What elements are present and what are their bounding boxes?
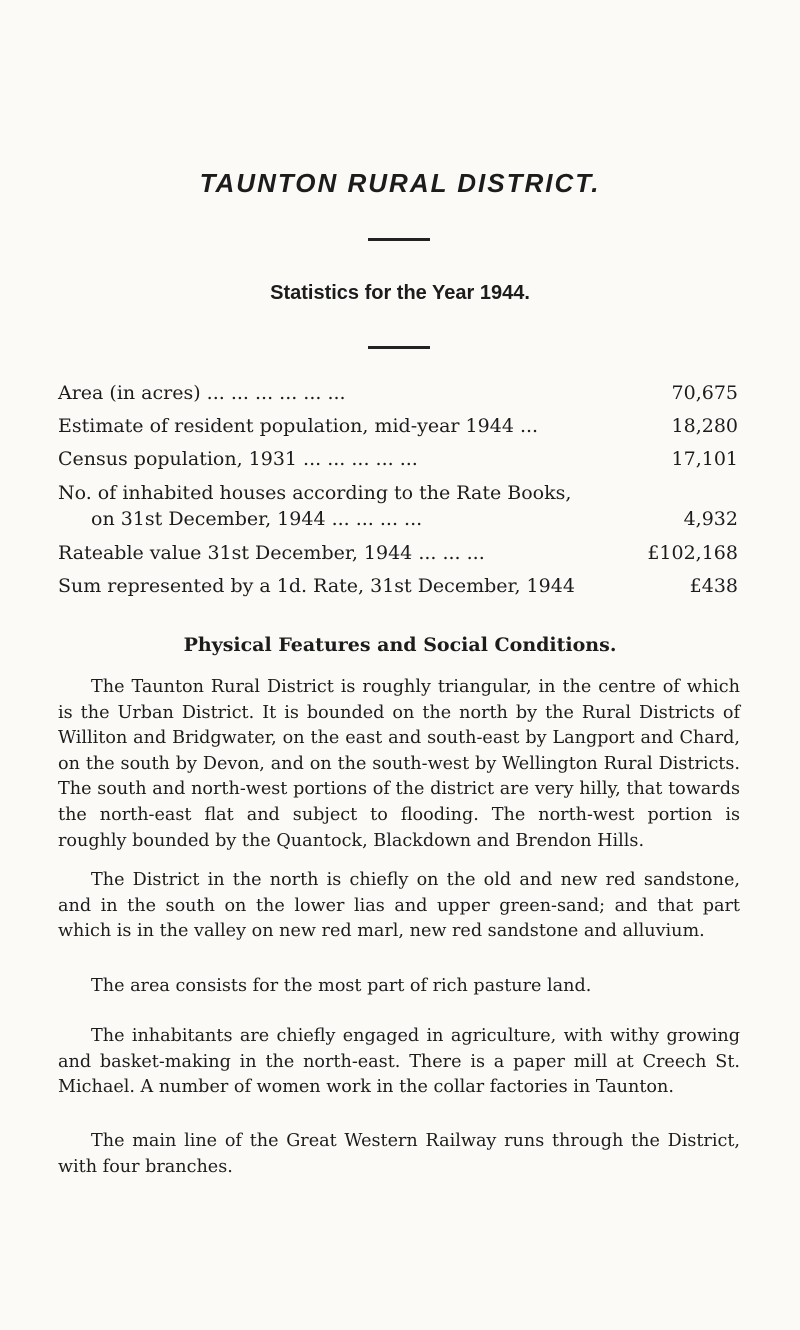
stat-label: Estimate of resident population, mid-year 1944 ... (58, 415, 539, 437)
district-title: TAUNTON RURAL DISTRICT. (199, 168, 601, 198)
stat-value: £102,168 (647, 542, 738, 564)
stat-value: 4,932 (683, 508, 738, 530)
stat-value: 17,101 (671, 448, 738, 470)
stat-label: Area (in acres) ... ... ... ... ... ... (58, 382, 346, 404)
stat-value: 70,675 (671, 382, 738, 404)
paragraph-railway: The main line of the Great Western Railway runs through the District, with four branches. (58, 1131, 740, 1177)
stat-value: 18,280 (671, 415, 738, 437)
stat-label: Census population, 1931 ... ... ... ... ... (58, 448, 418, 470)
stat-label-continuation: on 31st December, 1944 ... ... ... ... (91, 508, 423, 530)
title-divider (368, 238, 430, 241)
section-title: Physical Features and Social Conditions. (183, 634, 617, 656)
stat-label: Sum represented by a 1d. Rate, 31st December, 1944 (58, 575, 575, 597)
stat-value: £438 (689, 575, 738, 597)
paragraph-occupations: The inhabitants are chiefly engaged in agriculture, with withy growing and basket-making in the north-east. There is a paper mill at Creech St. Michael. A number of women work in the collar factories in Taunton. (58, 1026, 740, 1098)
paragraph-land-use: The area consists for the most part of rich pasture land. (91, 976, 592, 996)
paragraph-geology: The District in the north is chiefly on the old and new red sandstone, and in the south on the lower lias and upper green-sand; and that part which is in the valley on new red marl, new red sandstone and alluvium. (58, 870, 740, 942)
subtitle-divider (368, 346, 430, 349)
paragraph-boundaries: The Taunton Rural District is roughly triangular, in the centre of which is the Urban District. It is bounded on the north by the Rural Districts of Williton and Bridgwater, on the east and south-east by Langport and Chard, on the south by Devon, and on the south-west by Wellington Rural Districts. The south and north-west portions of the district are very hilly, that towards the north-east flat and subject to flooding. The north-west portion is roughly bounded by the Quantock, Blackdown and Brendon Hills. (58, 677, 740, 851)
stat-label: Rateable value 31st December, 1944 ... ... ... (58, 542, 485, 564)
statistics-subtitle: Statistics for the Year 1944. (270, 282, 530, 304)
stat-label: No. of inhabited houses according to the Rate Books, (58, 482, 572, 504)
